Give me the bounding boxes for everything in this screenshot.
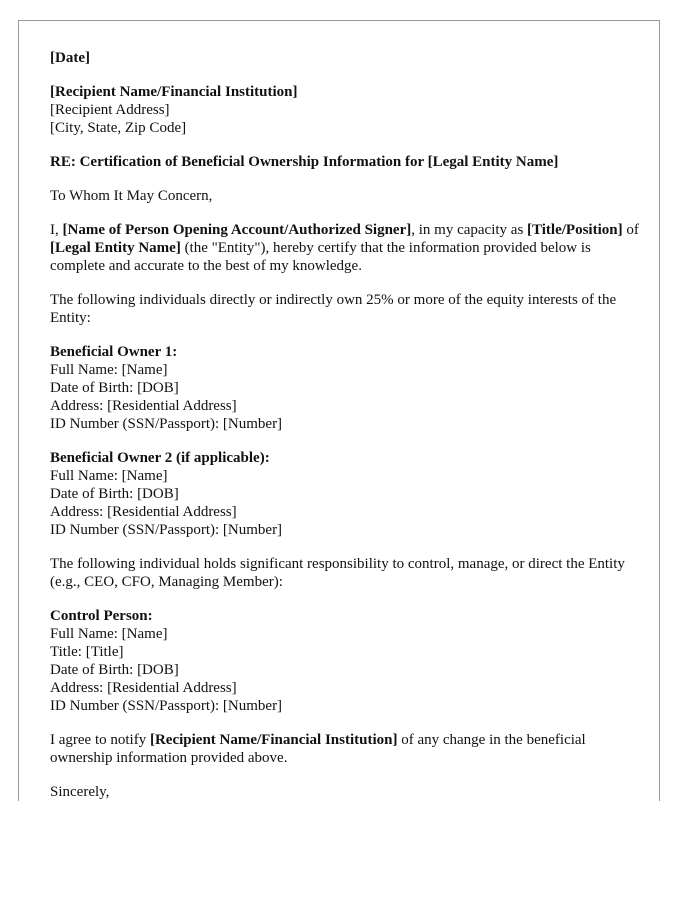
beneficial-owner-1-block (50, 343, 640, 433)
control-person-id-number: ID Number (SSN/Passport): [Number] (50, 698, 283, 714)
beneficial-owner-1-heading: Beneficial Owner 1: (50, 344, 178, 360)
beneficial-owner-1-address: Address: [Residential Address] (50, 398, 237, 414)
beneficial-owner-2-dob: Date of Birth: [DOB] (50, 486, 179, 502)
closing-block (50, 783, 640, 801)
agreement-text-2: of any change in the beneficial ownership information provided above. (50, 732, 586, 766)
agreement-text-1: I agree to notify (50, 732, 150, 748)
beneficial-owner-1-id-number: ID Number (SSN/Passport): [Number] (50, 416, 283, 432)
subject-block (50, 153, 640, 171)
agreement-recipient-placeholder: [Recipient Name/Financial Institution] (149, 732, 398, 748)
control-person-dob: Date of Birth: [DOB] (50, 662, 179, 678)
control-person-block (50, 607, 640, 715)
beneficial-owner-2-heading: Beneficial Owner 2 (if applicable): (50, 450, 270, 466)
beneficial-owner-2-id-number: ID Number (SSN/Passport): [Number] (50, 522, 283, 538)
legal-entity-placeholder: [Legal Entity Name] (50, 240, 181, 256)
date-block (50, 49, 640, 67)
agreement-paragraph (50, 731, 640, 767)
date: [Date] (50, 50, 90, 66)
title-position-placeholder: [Title/Position] (527, 222, 623, 238)
closing: Sincerely, (50, 784, 110, 800)
salutation: To Whom It May Concern, (50, 188, 213, 204)
signer-name-placeholder: [Name of Person Opening Account/Authorized Signer] (62, 222, 412, 238)
ownership-statement: The following individuals directly or indirectly own 25% or more of the equity interests of the Entity: (50, 292, 617, 326)
subject-line: RE: Certification of Beneficial Ownership Information for [Legal Entity Name] (50, 154, 559, 170)
recipient-address: [Recipient Address] (50, 102, 170, 118)
beneficial-owner-1-dob: Date of Birth: [DOB] (50, 380, 179, 396)
recipient-city-state-zip: [City, State, Zip Code] (50, 120, 187, 136)
letter-content (50, 49, 640, 801)
control-person-heading: Control Person: (50, 608, 153, 624)
recipient-name: [Recipient Name/Financial Institution] (50, 84, 298, 100)
letter-page (18, 20, 660, 801)
intro-text-3: of (622, 222, 639, 238)
intro-text-1: I, (50, 222, 63, 238)
beneficial-owner-2-block (50, 449, 640, 539)
beneficial-owner-2-address: Address: [Residential Address] (50, 504, 237, 520)
intro-text-4: (the "Entity"), hereby certify that the information provided below is complete and accurate to the best of my knowledge. (50, 240, 591, 274)
beneficial-owner-2-full-name: Full Name: [Name] (50, 468, 168, 484)
intro-text-2: , in my capacity as (411, 222, 528, 238)
control-person-address: Address: [Residential Address] (50, 680, 237, 696)
recipient-block (50, 83, 640, 137)
salutation-block (50, 187, 640, 205)
control-person-full-name: Full Name: [Name] (50, 626, 168, 642)
control-person-title: Title: [Title] (50, 644, 124, 660)
control-statement: The following individual holds significant responsibility to control, manage, or direct the Entity (e.g., CEO, CFO, Managing Member): (50, 556, 625, 590)
intro-paragraph (50, 221, 640, 275)
beneficial-owner-1-full-name: Full Name: [Name] (50, 362, 168, 378)
